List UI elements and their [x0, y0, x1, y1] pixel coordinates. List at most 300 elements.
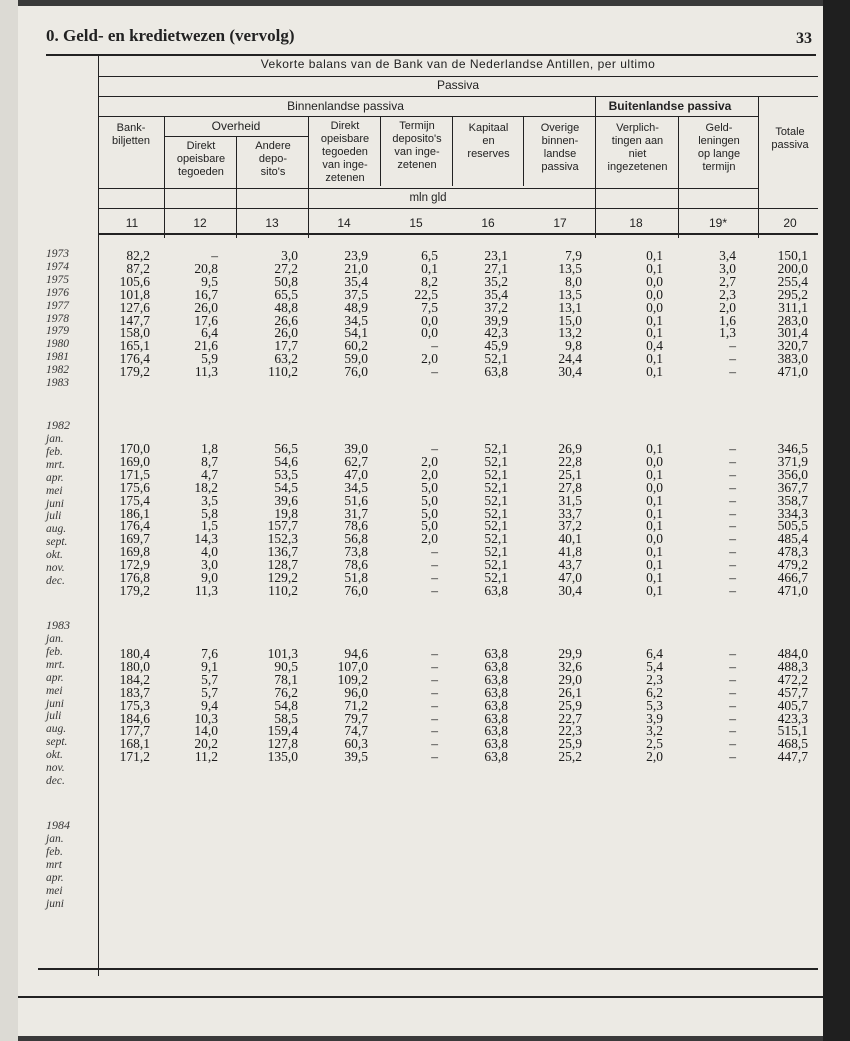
- row-label: mrt.: [46, 458, 65, 471]
- table-cell: 47,0: [558, 570, 582, 586]
- table-cell: 468,5: [777, 736, 808, 752]
- table-cell: 367,7: [777, 479, 808, 495]
- table-cell: 0,0: [646, 479, 663, 495]
- table-cell: 383,0: [777, 351, 808, 367]
- table-cell: –: [431, 544, 438, 560]
- table-cell: 14,3: [194, 531, 218, 547]
- table-cell: 505,5: [777, 518, 808, 534]
- table-cell: 110,2: [268, 364, 298, 380]
- table-cell: 179,2: [119, 364, 150, 380]
- table-cell: –: [729, 710, 736, 726]
- table-cell: 52,1: [484, 570, 508, 586]
- table-cell: 26,9: [558, 441, 582, 456]
- table-cell: 479,2: [777, 557, 808, 573]
- table-cell: 1,6: [719, 312, 736, 328]
- table-cell: 0,1: [646, 312, 663, 328]
- block-1982-c19-column: [666, 443, 736, 598]
- table-cell: 62,7: [344, 453, 368, 469]
- table-cell: 13,1: [558, 299, 582, 315]
- row-label: mei: [46, 684, 63, 697]
- table-cell: 175,3: [119, 697, 150, 713]
- row-label: okt.: [46, 549, 63, 562]
- table-cell: 320,7: [777, 338, 808, 354]
- table-cell: 20,2: [194, 736, 218, 752]
- block-1983-c16-column: [438, 648, 508, 764]
- table-cell: 13,5: [558, 260, 582, 276]
- block-1982-c17-column: [512, 443, 582, 598]
- table-cell: 25,2: [558, 749, 582, 765]
- table-cell: 176,4: [119, 518, 150, 534]
- table-cell: –: [431, 723, 438, 739]
- table-cell: 109,2: [337, 671, 368, 687]
- table-cell: 94,6: [344, 646, 368, 661]
- table-cell: –: [729, 658, 736, 674]
- table-cell: 52,1: [484, 479, 508, 495]
- table-cell: 0,1: [421, 260, 438, 276]
- table-cell: 33,7: [558, 505, 582, 521]
- table-cell: 6,2: [646, 684, 663, 700]
- table-cell: 0,0: [421, 325, 438, 341]
- table-cell: 37,2: [484, 299, 508, 315]
- page-number: 33: [796, 30, 812, 47]
- row-label: mrt: [46, 858, 62, 871]
- years-block-c18-column: [593, 250, 663, 392]
- table-cell: 0,0: [646, 286, 663, 302]
- table-cell: 0,1: [646, 441, 663, 456]
- table-cell: 27,1: [484, 260, 508, 276]
- table-cell: –: [729, 338, 736, 354]
- binnenlandse-label: Binnenlandse passiva: [287, 99, 404, 113]
- years-block-c14-column: [298, 250, 368, 392]
- table-cell: 90,5: [274, 658, 298, 674]
- table-cell: 0,1: [646, 492, 663, 508]
- table-cell: 172,9: [119, 557, 150, 573]
- table-cell: 21,6: [194, 338, 218, 354]
- table-cell: [368, 379, 438, 392]
- table-cell: –: [211, 248, 218, 263]
- row-label: 1983: [46, 377, 69, 390]
- table-cell: [80, 379, 150, 392]
- vdiv-18: [595, 96, 596, 238]
- table-cell: 52,1: [484, 492, 508, 508]
- table-cell: 63,8: [484, 684, 508, 700]
- table-cell: 5,4: [646, 658, 663, 674]
- table-cell: 39,5: [344, 749, 368, 765]
- table-cell: 472,2: [777, 671, 808, 687]
- block-1983-c19-column: [666, 648, 736, 764]
- table-cell: –: [729, 671, 736, 687]
- table-cell: 11,2: [194, 749, 218, 765]
- table-cell: 447,7: [777, 749, 808, 765]
- block-1982-c14-column: [298, 443, 368, 598]
- table-cell: –: [431, 557, 438, 573]
- table-cell: 371,9: [777, 453, 808, 469]
- table-cell: –: [431, 697, 438, 713]
- table-cell: 29,9: [558, 646, 582, 661]
- table-cell: 184,2: [119, 671, 150, 687]
- table-cell: 7,5: [421, 299, 438, 315]
- vdiv-13: [236, 136, 237, 238]
- table-cell: 15,0: [558, 312, 582, 328]
- col-18-label: Verplich- tingen aan niet ingezetenen: [607, 122, 668, 173]
- table-cell: 63,8: [484, 646, 508, 661]
- block-1983-c17-column: [512, 648, 582, 764]
- table-cell: 54,6: [274, 453, 298, 469]
- unit-label: mln gld: [409, 192, 447, 204]
- table-cell: 96,0: [344, 684, 368, 700]
- table-cell: 27,2: [274, 260, 298, 276]
- table-cell: 484,0: [777, 646, 808, 661]
- table-cell: 0,1: [646, 505, 663, 521]
- table-cell: 127,8: [267, 736, 298, 752]
- col-num-11: 11: [125, 216, 139, 230]
- table-cell: 2,0: [421, 466, 438, 482]
- table-cell: 17,7: [274, 338, 298, 354]
- table-cell: –: [431, 570, 438, 586]
- table-cell: –: [729, 723, 736, 739]
- table-cell: 50,8: [274, 273, 298, 289]
- table-cell: 2,3: [646, 671, 663, 687]
- table-cell: 5,0: [421, 492, 438, 508]
- rule-5: [98, 188, 758, 189]
- table-cell: 13,5: [558, 286, 582, 302]
- table-cell: 147,7: [119, 312, 150, 328]
- row-label: apr.: [46, 671, 64, 684]
- table-cell: 52,1: [484, 466, 508, 482]
- table-cell: 8,0: [565, 273, 582, 289]
- table-cell: –: [431, 658, 438, 674]
- table-cell: 6,4: [646, 646, 663, 661]
- table-cell: 150,1: [777, 248, 808, 263]
- block-1982-row-labels: [46, 433, 67, 588]
- col-14-label: Direkt opeisbare tegoeden van inge- zetenen: [320, 120, 370, 184]
- row-label: 1974: [46, 260, 69, 273]
- table-cell: 16,7: [194, 286, 218, 302]
- row-label: aug.: [46, 523, 67, 536]
- row-label: 1981: [46, 351, 69, 364]
- table-cell: 177,7: [119, 723, 150, 739]
- block-1984-year-label: 1984: [46, 818, 70, 832]
- table-cell: 63,8: [484, 658, 508, 674]
- table-cell: 29,0: [558, 671, 582, 687]
- table-cell: 78,1: [274, 671, 298, 687]
- table-cell: 179,2: [119, 582, 150, 598]
- table-cell: 63,8: [484, 749, 508, 765]
- col-11-label: Bank- biljetten: [112, 122, 150, 147]
- table-cell: 22,3: [558, 723, 582, 739]
- table-cell: 488,3: [777, 658, 808, 674]
- table-cell: 18,2: [194, 479, 218, 495]
- table-cell: 9,5: [201, 273, 218, 289]
- table-cell: 41,8: [558, 544, 582, 560]
- table-cell: –: [729, 736, 736, 752]
- table-cell: 52,1: [484, 505, 508, 521]
- book-binding-shadow: [823, 0, 850, 1041]
- table-cell: 175,6: [119, 479, 150, 495]
- col-num-15: 15: [409, 216, 423, 230]
- table-cell: 3,0: [719, 260, 736, 276]
- table-cell: 14,0: [194, 723, 218, 739]
- table-cell: 2,5: [646, 736, 663, 752]
- table-cell: –: [729, 479, 736, 495]
- table-cell: 0,1: [646, 570, 663, 586]
- table-cell: 1,3: [719, 325, 736, 341]
- table-cell: 26,0: [194, 299, 218, 315]
- row-label: nov.: [46, 762, 65, 775]
- table-cell: 101,8: [119, 286, 150, 302]
- table-cell: 25,1: [558, 466, 582, 482]
- table-cell: 22,8: [558, 453, 582, 469]
- block-1982-c13-column: [228, 443, 298, 598]
- table-cell: 0,1: [646, 582, 663, 598]
- table-cell: 176,4: [119, 351, 150, 367]
- table-cell: 78,6: [344, 518, 368, 534]
- table-cell: 30,4: [558, 364, 582, 380]
- table-cell: 0,0: [646, 273, 663, 289]
- bottom-rule: [38, 968, 818, 970]
- table-cell: 63,8: [484, 364, 508, 380]
- table-cell: 52,1: [484, 351, 508, 367]
- row-label: mei: [46, 484, 63, 497]
- row-label: 1979: [46, 325, 69, 338]
- table-cell: 87,2: [126, 260, 150, 276]
- table-cell: 73,8: [344, 544, 368, 560]
- table-cell: 43,7: [558, 557, 582, 573]
- table-cell: –: [431, 736, 438, 752]
- row-label: 1977: [46, 299, 69, 312]
- years-block-c13-column: [228, 250, 298, 392]
- table-cell: 356,0: [777, 466, 808, 482]
- table-cell: 3,2: [646, 723, 663, 739]
- table-cell: –: [431, 710, 438, 726]
- table-cell: 485,4: [777, 531, 808, 547]
- table-cell: 5,8: [201, 505, 218, 521]
- table-cell: 183,7: [119, 684, 150, 700]
- table-cell: 471,0: [777, 364, 808, 380]
- vdiv-16: [452, 116, 453, 186]
- block-1982-c16-column: [438, 443, 508, 598]
- table-cell: 23,9: [344, 248, 368, 263]
- table-cell: 5,7: [201, 684, 218, 700]
- table-cell: –: [729, 466, 736, 482]
- block-1983-year-label: 1983: [46, 618, 70, 632]
- table-cell: 5,0: [421, 505, 438, 521]
- table-cell: 60,2: [344, 338, 368, 354]
- table-cell: 186,1: [119, 505, 150, 521]
- table-cell: 37,5: [344, 286, 368, 302]
- block-1983-c14-column: [298, 648, 368, 764]
- table-cell: 63,2: [274, 351, 298, 367]
- table-cell: 169,7: [119, 531, 150, 547]
- block-1983-c13-column: [228, 648, 298, 764]
- table-cell: 9,0: [201, 570, 218, 586]
- table-cell: 40,1: [558, 531, 582, 547]
- table-cell: 9,4: [201, 697, 218, 713]
- table-cell: –: [729, 582, 736, 598]
- table-cell: 74,7: [344, 723, 368, 739]
- table-cell: 0,0: [646, 531, 663, 547]
- table-cell: 35,4: [484, 286, 508, 302]
- table-cell: 0,1: [646, 466, 663, 482]
- table-cell: –: [729, 749, 736, 765]
- table-cell: 65,5: [274, 286, 298, 302]
- table-cell: 9,1: [201, 658, 218, 674]
- table-cell: –: [729, 453, 736, 469]
- block-1984-row-labels: [46, 833, 64, 910]
- table-cell: 0,0: [646, 453, 663, 469]
- table-cell: 405,7: [777, 697, 808, 713]
- row-label: 1976: [46, 286, 69, 299]
- table-cell: 3,9: [646, 710, 663, 726]
- table-cell: 58,5: [274, 710, 298, 726]
- table-cell: –: [729, 646, 736, 661]
- table-cell: 53,5: [274, 466, 298, 482]
- table-cell: 158,0: [119, 325, 150, 341]
- vdiv-15: [380, 116, 381, 186]
- table-cell: 42,3: [484, 325, 508, 341]
- table-cell: [593, 379, 663, 392]
- passiva-label: Passiva: [436, 78, 480, 92]
- table-cell: 26,0: [274, 325, 298, 341]
- table-cell: 358,7: [777, 492, 808, 508]
- table-cell: –: [729, 441, 736, 456]
- page-header-title: 0. Geld- en kredietwezen (vervolg): [46, 26, 295, 45]
- table-cell: 0,1: [646, 518, 663, 534]
- block-1983-c20-column: [738, 648, 808, 764]
- table-cell: 76,0: [344, 582, 368, 598]
- row-label: dec.: [46, 774, 65, 787]
- table-cell: –: [431, 441, 438, 456]
- table-cell: 47,0: [344, 466, 368, 482]
- table-cell: 20,8: [194, 260, 218, 276]
- block-1983-c11-column: [80, 648, 150, 764]
- table-cell: 171,5: [119, 466, 150, 482]
- table-cell: 176,8: [119, 570, 150, 586]
- row-label: mrt.: [46, 658, 65, 671]
- rule-6: [98, 208, 818, 209]
- table-cell: 19,8: [274, 505, 298, 521]
- vdiv-20: [758, 96, 759, 238]
- table-cell: 180,4: [119, 646, 150, 661]
- years-block-row-labels: [46, 248, 69, 390]
- table-cell: 346,5: [777, 441, 808, 456]
- table-cell: 2,7: [719, 273, 736, 289]
- table-cell: 79,7: [344, 710, 368, 726]
- table-cell: 3,0: [281, 248, 298, 263]
- table-cell: 152,3: [267, 531, 298, 547]
- table-cell: 295,2: [777, 286, 808, 302]
- table-cell: 39,6: [274, 492, 298, 508]
- table-cell: 136,7: [267, 544, 298, 560]
- row-label: feb.: [46, 845, 63, 858]
- row-label: jan.: [46, 833, 64, 845]
- table-cell: 63,8: [484, 697, 508, 713]
- table-cell: 3,5: [201, 492, 218, 508]
- table-cell: 101,3: [267, 646, 298, 661]
- table-cell: [148, 379, 218, 392]
- table-cell: 17,6: [194, 312, 218, 328]
- table-cell: 71,2: [344, 697, 368, 713]
- table-cell: 4,0: [201, 544, 218, 560]
- row-label: 1973: [46, 248, 69, 260]
- table-cell: 52,1: [484, 453, 508, 469]
- table-cell: 48,9: [344, 299, 368, 315]
- row-label: okt.: [46, 749, 63, 762]
- col-num-14: 14: [337, 216, 351, 230]
- years-block-c19-column: [666, 250, 736, 392]
- table-cell: 110,2: [268, 582, 298, 598]
- row-label: juli: [46, 510, 62, 523]
- table-cell: 35,2: [484, 273, 508, 289]
- table-cell: 31,5: [558, 492, 582, 508]
- row-label: apr.: [46, 871, 64, 884]
- table-cell: 175,4: [119, 492, 150, 508]
- table-cell: 11,3: [194, 582, 218, 598]
- table-cell: 471,0: [777, 582, 808, 598]
- table-cell: 78,6: [344, 557, 368, 573]
- table-cell: 169,8: [119, 544, 150, 560]
- table-cell: 170,0: [119, 441, 150, 456]
- table-cell: 0,4: [646, 338, 663, 354]
- table-cell: 478,3: [777, 544, 808, 560]
- table-cell: –: [431, 684, 438, 700]
- table-cell: 39,0: [344, 441, 368, 456]
- row-label: feb.: [46, 445, 63, 458]
- years-block-c20-column: [738, 250, 808, 392]
- table-cell: 105,6: [119, 273, 150, 289]
- table-cell: 0,0: [421, 312, 438, 328]
- row-label: sept.: [46, 736, 68, 749]
- table-cell: 0,0: [646, 299, 663, 315]
- table-cell: 0,1: [646, 325, 663, 341]
- table-cell: 107,0: [337, 658, 368, 674]
- col-num-12: 12: [193, 216, 207, 230]
- table-cell: –: [729, 557, 736, 573]
- table-cell: –: [431, 338, 438, 354]
- vdiv-17: [523, 116, 524, 186]
- row-label: aug.: [46, 723, 67, 736]
- table-cell: 129,2: [267, 570, 298, 586]
- col-15-label: Termijn deposito's van inge- zetenen: [392, 120, 442, 171]
- table-cell: 255,4: [777, 273, 808, 289]
- vdiv-14: [308, 116, 309, 238]
- vdiv-12: [164, 116, 165, 238]
- table-cell: 63,8: [484, 736, 508, 752]
- table-cell: 54,1: [344, 325, 368, 341]
- block-1983-row-labels: [46, 633, 67, 788]
- row-label: apr.: [46, 471, 64, 484]
- previous-page-edge: [0, 0, 18, 1041]
- table-cell: 168,1: [119, 736, 150, 752]
- table-cell: 2,0: [719, 299, 736, 315]
- table-cell: 76,0: [344, 364, 368, 380]
- table-cell: –: [729, 364, 736, 380]
- table-cell: 301,4: [777, 325, 808, 341]
- table-cell: 0,1: [646, 260, 663, 276]
- table-cell: 37,2: [558, 518, 582, 534]
- table-cell: 39,9: [484, 312, 508, 328]
- table-cell: 0,1: [646, 557, 663, 573]
- table-cell: 200,0: [777, 260, 808, 276]
- table-cell: [666, 379, 736, 392]
- row-label: 1980: [46, 338, 69, 351]
- table-cell: 45,9: [484, 338, 508, 354]
- table-cell: 27,8: [558, 479, 582, 495]
- table-cell: 7,6: [201, 646, 218, 661]
- col-num-19: 19*: [708, 216, 728, 230]
- table-cell: 0,1: [646, 351, 663, 367]
- table-cell: 48,8: [274, 299, 298, 315]
